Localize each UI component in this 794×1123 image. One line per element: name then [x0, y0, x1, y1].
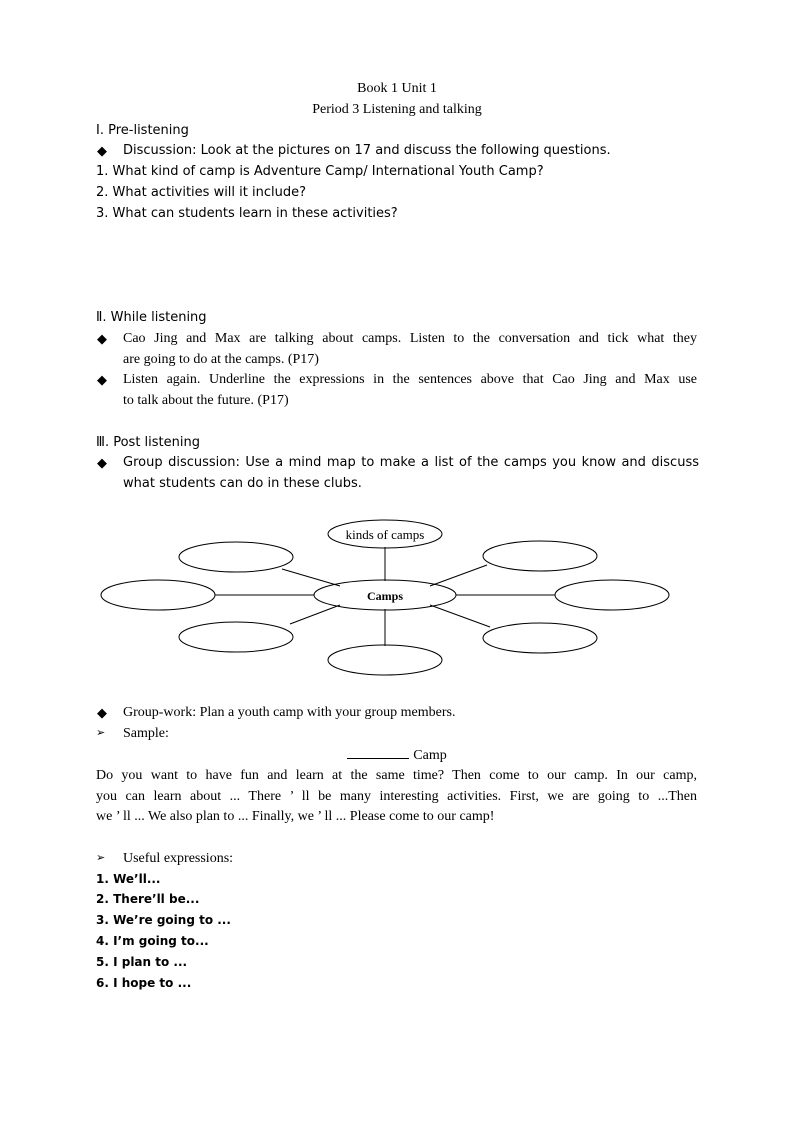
section-3-bullet-line-1: Group discussion: Use a mind map to make a list of the camps you know and discuss [123, 455, 699, 470]
section-2-heading: Ⅱ. While listening [96, 310, 207, 325]
document-subtitle: Period 3 Listening and talking [312, 102, 482, 117]
useful-item-1: 1. We’ll... [96, 872, 161, 886]
node-lower-left-blank [179, 622, 293, 652]
sample-para-line-3: we ’ ll ... We also plan to ... Finally, we ’ ll ... Please come to our camp! [96, 809, 495, 824]
spoke-upper-right [430, 565, 487, 586]
arrowhead-bullet-icon: ➢ [96, 727, 106, 739]
node-right-blank [555, 580, 669, 610]
camp-title [0, 744, 794, 766]
useful-item-4: 4. I’m going to... [96, 934, 209, 948]
node-top-label: kinds of camps [345, 527, 425, 542]
useful-item-5: 5. I plan to ... [96, 955, 188, 969]
node-upper-right-blank [483, 541, 597, 571]
camp-name-blank [347, 744, 409, 759]
diamond-bullet-icon: ◆ [97, 705, 107, 720]
node-upper-left-blank [179, 542, 293, 572]
useful-item-2: 2. There’ll be... [96, 892, 200, 906]
useful-label: Useful expressions: [123, 851, 234, 866]
diamond-bullet-icon: ◆ [97, 372, 107, 387]
groupwork-bullet: Group-work: Plan a youth camp with your group members. [123, 705, 456, 720]
useful-item-6: 6. I hope to ... [96, 976, 192, 990]
section-3-heading: Ⅲ. Post listening [96, 435, 200, 450]
mind-map [0, 505, 794, 685]
useful-item-3: 3. We’re going to ... [96, 913, 231, 927]
question-3: 3. What can students learn in these activities? [96, 206, 398, 221]
section-2-bullet-1-line-1: Cao Jing and Max are talking about camps. Listen to the conversation and tick what they [123, 331, 697, 346]
diamond-bullet-icon: ◆ [97, 331, 107, 346]
section-2-bullet-2-line-2: to talk about the future. (P17) [123, 393, 289, 408]
sample-para-line-2: you can learn about ... There ’ ll be many interesting activities. First, we are going to ...Then [96, 789, 697, 804]
node-center-label: Camps [366, 589, 404, 603]
section-2-bullet-2-line-1: Listen again. Underline the expressions in the sentences above that Cao Jing and Max use [123, 372, 697, 387]
node-left-blank [101, 580, 215, 610]
sample-para-line-1: Do you want to have fun and learn at the same time? Then come to our camp. In our camp, [96, 768, 697, 783]
section-1-heading: Ⅰ. Pre-listening [96, 123, 189, 138]
sample-label: Sample: [123, 726, 169, 741]
arrowhead-bullet-icon: ➢ [96, 852, 106, 864]
section-3-bullet-line-2: what students can do in these clubs. [123, 476, 362, 491]
node-bottom-blank [328, 645, 442, 675]
question-1: 1. What kind of camp is Adventure Camp/ International Youth Camp? [96, 164, 544, 179]
spoke-lower-left [290, 605, 340, 624]
diamond-bullet-icon: ◆ [97, 143, 107, 158]
diamond-bullet-icon: ◆ [97, 455, 107, 470]
camp-title-text: Camp [413, 748, 447, 763]
spoke-lower-right [430, 605, 490, 627]
section-2-bullet-1-line-2: are going to do at the camps. (P17) [123, 352, 319, 367]
document-title: Book 1 Unit 1 [357, 81, 437, 96]
spoke-upper-left [282, 569, 340, 586]
question-2: 2. What activities will it include? [96, 185, 307, 200]
section-1-bullet: Discussion: Look at the pictures on 17 and discuss the following questions. [123, 143, 611, 158]
node-lower-right-blank [483, 623, 597, 653]
